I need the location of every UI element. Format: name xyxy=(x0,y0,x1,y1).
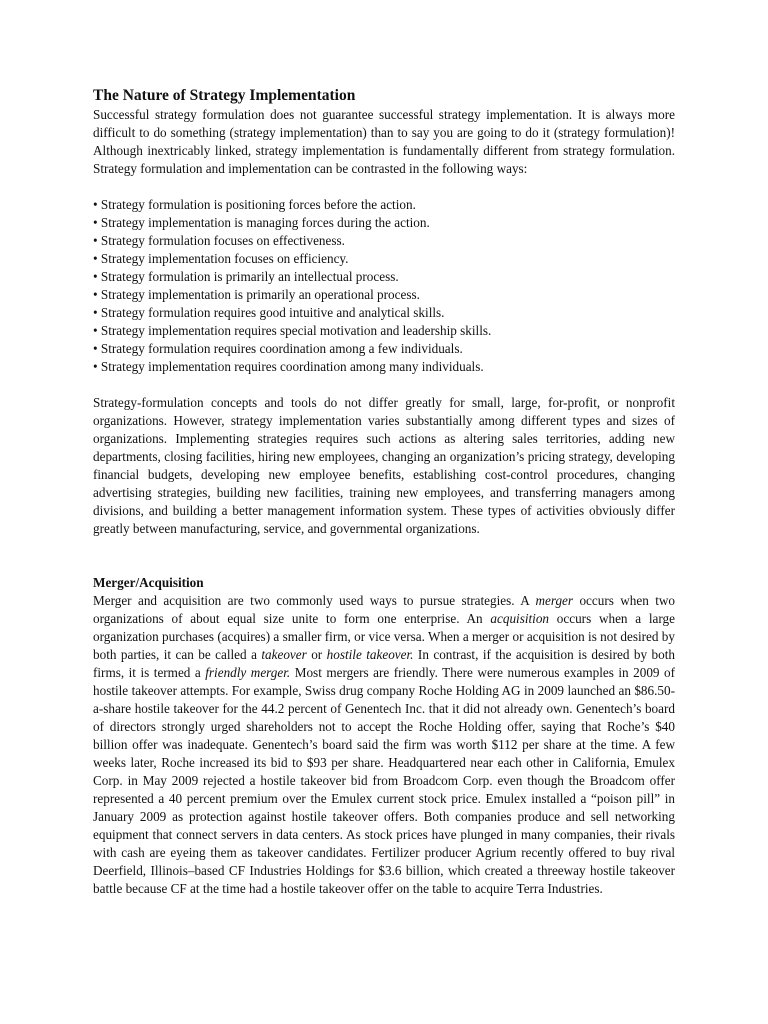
term-takeover: takeover xyxy=(261,647,307,662)
spacer xyxy=(93,538,675,574)
bullet-list xyxy=(93,196,675,376)
spacer xyxy=(93,178,675,196)
section-heading: The Nature of Strategy Implementation xyxy=(93,87,356,104)
text-run: occurs when two organizations of about equal size unite to form one enterprise. An xyxy=(93,593,676,626)
text-run: Most mergers are friendly. There were numerous examples in 2009 of hostile takeover attempts. For example, Swiss drug company Roche Holding AG in 2009 launched an $86.50-a-share hostile takeover for the 44.2 percent of Genentech Inc. that it did not already own. Genentech’s board of directors strongly urged shareholders not to accept the Roche Holding offer, saying that Roche’s $40 billion offer was inadequate. Genentech’s board said the firm was worth $112 per share at the time. A few weeks later, Roche increased its bid to $93 per share. Headquartered near each other in California, Emulex Corp. in May 2009 rejected a hostile takeover bid from Broadcom Corp. even though the Broadcom offer represented a 40 percent premium over the Emulex current stock price. Emulex installed a “poison pill” in January 2009 as protection against hostile takeover offers. Both companies produce and sell networking equipment that connect servers in data centers. As stock prices have plunged in many companies, their rivals with cash are eyeing them as takeover candidates. Fertilizer producer Agrium recently offered to buy rival Deerfield, Illinois–based CF Industries Holdings for $3.6 billion, which created a threeway hostile takeover battle because CF at the time had a hostile takeover offer on the table to acquire Terra Industries. xyxy=(93,665,675,896)
intro-paragraph: Successful strategy formulation does not guarantee successful strategy implementation. It is always more difficult to do something (strategy implementation) than to say you are going to do it (strategy formulation)! Although inextricably linked, strategy implementation is fundamentally different from strategy formulation. Strategy formulation and implementation can be contrasted in the following ways: xyxy=(93,107,675,176)
text-run: In contrast, if the acquisition is desired by both firms, it is termed a xyxy=(93,647,675,680)
term-merger: merger xyxy=(535,593,574,608)
merger-heading: Merger/Acquisition xyxy=(93,575,204,590)
bullet-item: • Strategy formulation focuses on effectiveness. xyxy=(93,233,345,248)
bullet-item: • Strategy implementation requires special motivation and leadership skills. xyxy=(93,323,492,338)
bullet-item: • Strategy implementation focuses on efficiency. xyxy=(93,251,349,266)
concepts-paragraph: Strategy-formulation concepts and tools do not differ greatly for small, large, for-profit, or nonprofit organizations. However, strategy implementation varies substantially among different types and sizes of organizations. Implementing strategies requires such actions as altering sales territories, adding new departments, closing facilities, hiring new employees, changing an organization’s pricing strategy, developing financial budgets, developing new employee benefits, establishing cost-control procedures, changing advertising strategies, building new facilities, training new employees, and transferring managers among divisions, and building a better management information system. These types of activities obviously differ greatly between manufacturing, service, and governmental organizations. xyxy=(93,395,675,536)
term-friendly-merger: friendly merger. xyxy=(205,665,291,680)
term-acquisition: acquisition xyxy=(490,611,550,626)
bullet-item: • Strategy implementation requires coordination among many individuals. xyxy=(93,359,484,374)
text-run: or xyxy=(306,647,327,662)
bullet-item: • Strategy formulation requires coordination among a few individuals. xyxy=(93,341,463,356)
text-run: occurs when a large organization purchases (acquires) a smaller firm, or vice versa. When a merger or acquisition is not desired by both parties, it can be called a xyxy=(93,611,675,662)
term-hostile-takeover: hostile takeover. xyxy=(326,647,414,662)
document-body xyxy=(93,86,675,898)
spacer xyxy=(93,376,675,394)
bullet-item: • Strategy implementation is primarily an operational process. xyxy=(93,287,420,302)
bullet-item: • Strategy formulation is positioning forces before the action. xyxy=(93,197,416,212)
text-run: Merger and acquisition are two commonly used ways to pursue strategies. A xyxy=(93,593,536,608)
bullet-item: • Strategy implementation is managing forces during the action. xyxy=(93,215,430,230)
bullet-item: • Strategy formulation requires good intuitive and analytical skills. xyxy=(93,305,445,320)
bullet-item: • Strategy formulation is primarily an intellectual process. xyxy=(93,269,399,284)
merger-paragraph xyxy=(93,592,675,898)
